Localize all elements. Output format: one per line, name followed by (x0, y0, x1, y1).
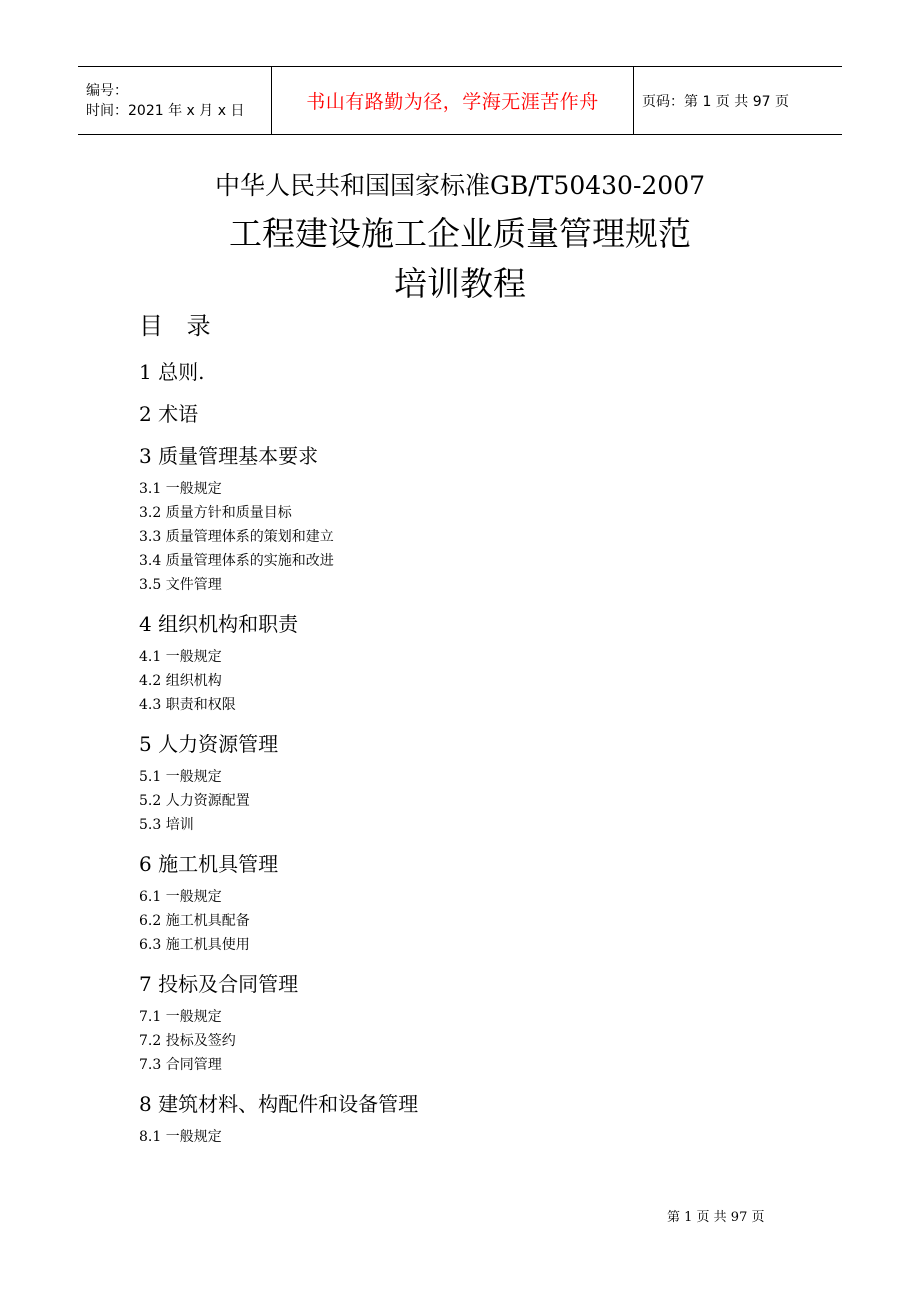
page-header (78, 66, 842, 135)
toc-subsection: 5.2 人力资源配置 (139, 793, 250, 809)
toc-list (139, 357, 839, 1149)
toc-subsection: 4.2 组织机构 (139, 673, 222, 689)
header-time-label: 时间：2021 年 x 月 x 日 (86, 102, 245, 119)
toc-section: 1 总则. (139, 360, 205, 384)
toc-section: 8 建筑材料、构配件和设备管理 (139, 1092, 419, 1116)
toc-section: 2 术语 (139, 402, 199, 426)
toc-subsection: 7.3 合同管理 (139, 1057, 222, 1073)
document-title: 工程建设施工企业质量管理规范 (229, 214, 691, 253)
toc-subsection: 7.2 投标及签约 (139, 1033, 236, 1049)
header-page-info: 页码：第 1 页 共 97 页 (642, 93, 789, 110)
toc-subsection: 3.3 质量管理体系的策划和建立 (139, 529, 334, 545)
toc-subsection: 4.3 职责和权限 (139, 697, 236, 713)
standard-title: 中华人民共和国国家标准GB/T50430-2007 (214, 171, 706, 200)
toc-subsection: 5.3 培训 (139, 817, 194, 833)
toc-subsection: 8.1 一般规定 (139, 1129, 222, 1145)
header-motto: 书山有路勤为径，学海无涯苦作舟 (306, 91, 599, 113)
toc-subsection: 3.4 质量管理体系的实施和改进 (139, 553, 334, 569)
header-number-label: 编号： (86, 82, 128, 99)
toc-subsection: 6.1 一般规定 (139, 889, 222, 905)
toc-section: 3 质量管理基本要求 (139, 444, 319, 468)
toc-subsection: 3.5 文件管理 (139, 577, 222, 593)
toc-subsection: 6.3 施工机具使用 (139, 937, 250, 953)
page-footer: 第 1 页 共 97 页 (667, 1210, 765, 1225)
toc-section: 4 组织机构和职责 (139, 612, 299, 636)
table-of-contents (139, 308, 839, 1149)
toc-subsection: 3.2 质量方针和质量目标 (139, 505, 292, 521)
toc-heading: 目 录 (139, 312, 219, 340)
toc-subsection: 4.1 一般规定 (139, 649, 222, 665)
toc-section: 7 投标及合同管理 (139, 972, 299, 996)
toc-section: 6 施工机具管理 (139, 852, 279, 876)
toc-section: 5 人力资源管理 (139, 732, 279, 756)
header-motto-cell (272, 67, 634, 134)
header-page-cell (634, 67, 842, 134)
toc-subsection: 3.1 一般规定 (139, 481, 222, 497)
header-meta-cell (78, 67, 272, 134)
toc-subsection: 6.2 施工机具配备 (139, 913, 250, 929)
toc-subsection: 7.1 一般规定 (139, 1009, 222, 1025)
toc-subsection: 5.1 一般规定 (139, 769, 222, 785)
document-subtitle: 培训教程 (394, 264, 526, 303)
